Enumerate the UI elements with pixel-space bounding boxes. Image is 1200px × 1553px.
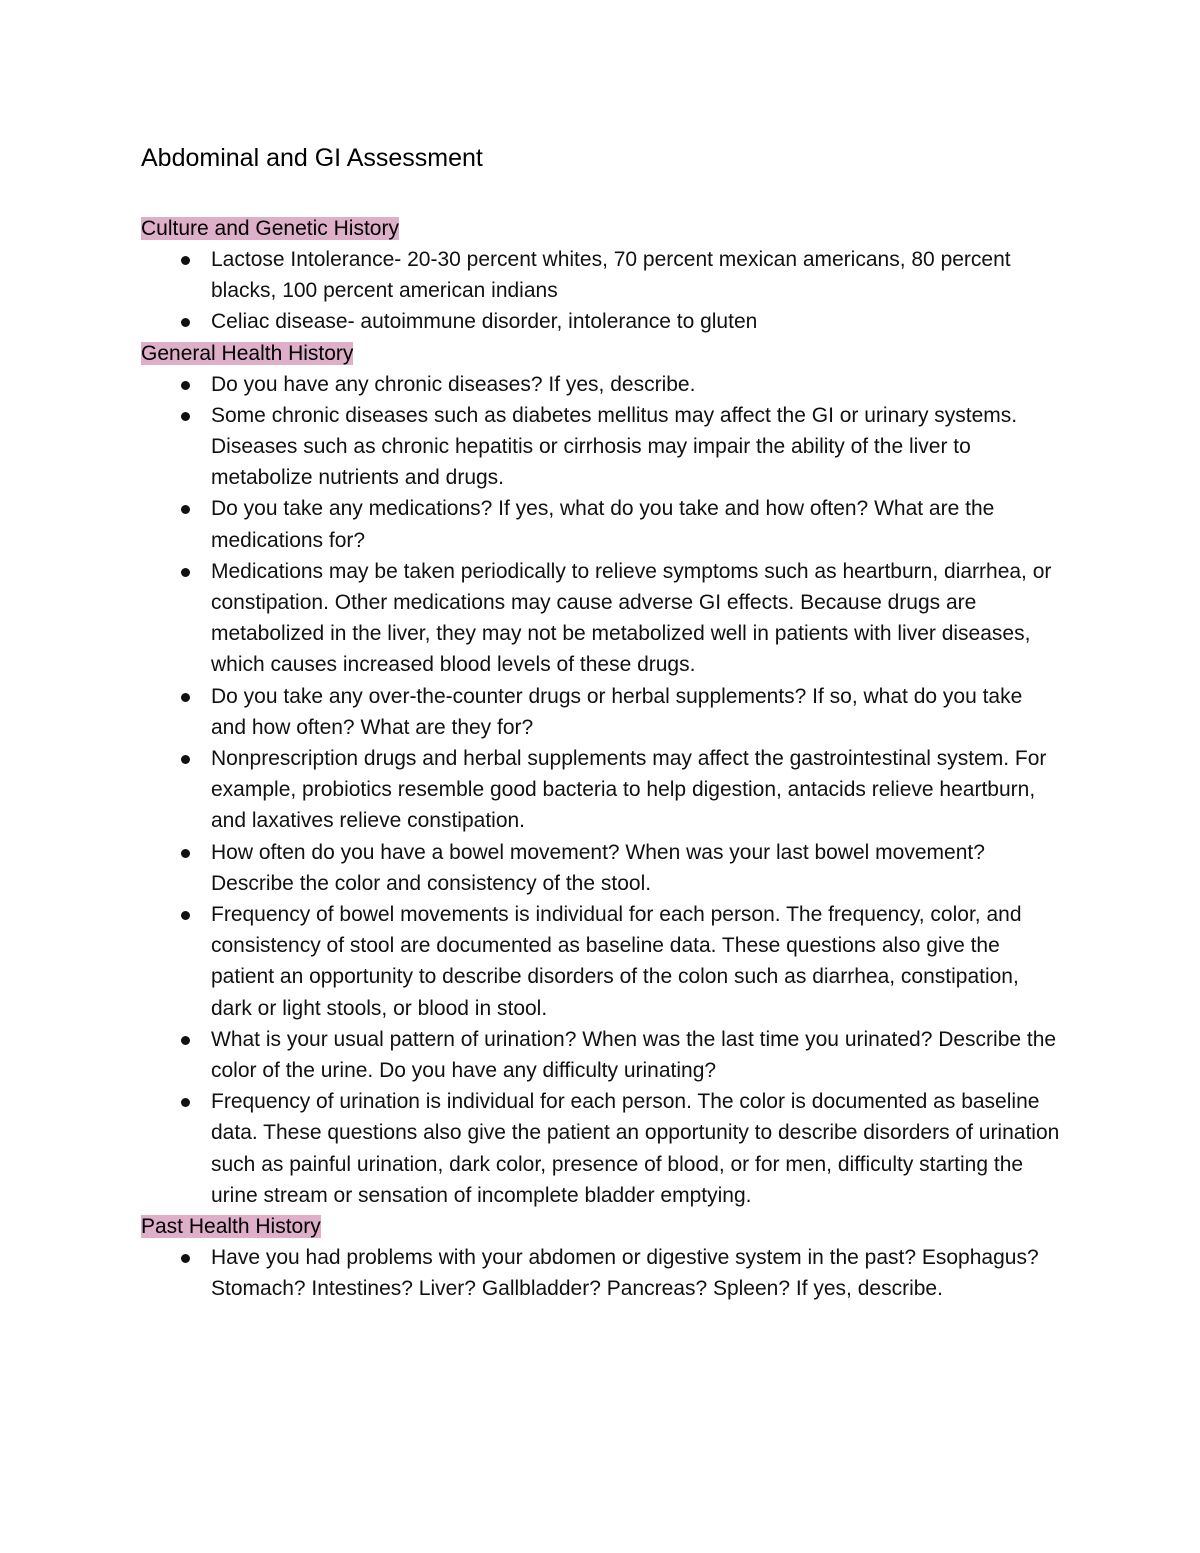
list-item-text: Nonprescription drugs and herbal supplements may affect the gastrointestinal system. For example, probiotics resemble good bacteria to help digestion, antacids relieve heartburn, and laxatives relieve constipation.	[211, 747, 1047, 833]
list-item	[141, 306, 1061, 337]
list-item-text: Frequency of urination is individual for each person. The color is documented as baseline data. These questions also give the patient an opportunity to describe disorders of urination such as painful urination, dark color, presence of blood, or for men, difficulty starting the urine stream or sensation of incomplete bladder emptying.	[211, 1090, 1060, 1207]
bullet-list	[141, 244, 1061, 338]
list-item-text: Do you take any medications? If yes, what do you take and how often? What are the medications for?	[211, 497, 995, 552]
list-item-text: Frequency of bowel movements is individual for each person. The frequency, color, and consistency of stool are documented as baseline data. These questions also give the patient an opportunity to describe disorders of the colon such as diarrhea, constipation, dark or light stools, or blood in stool.	[211, 903, 1022, 1020]
list-item-text: Some chronic diseases such as diabetes mellitus may affect the GI or urinary systems. Diseases such as chronic hepatitis or cirrhosis may impair the ability of the liver to metabolize nutrients and drugs.	[211, 403, 1018, 490]
bullet-icon	[181, 568, 190, 577]
bullet-list	[141, 369, 1061, 1211]
bullet-icon	[181, 849, 190, 858]
list-item	[141, 1086, 1061, 1211]
document-page	[141, 140, 1061, 1305]
list-item-text: Lactose Intolerance- 20-30 percent whites, 70 percent mexican americans, 80 percent blacks, 100 percent american indians	[211, 248, 1011, 303]
list-item	[141, 681, 1061, 743]
bullet-icon	[181, 1254, 190, 1263]
list-item-text: Celiac disease- autoimmune disorder, intolerance to gluten	[211, 310, 758, 334]
list-item	[141, 899, 1061, 1024]
list-item	[141, 369, 1061, 400]
list-item-text: Do you take any over-the-counter drugs or herbal supplements? If so, what do you take and how often? What are they for?	[211, 684, 1023, 739]
bullet-icon	[181, 1098, 190, 1107]
list-item-text: Have you had problems with your abdomen or digestive system in the past? Esophagus? Stomach? Intestines? Liver? Gallbladder? Pancreas? Spleen? If yes, describe.	[211, 1246, 1039, 1301]
bullet-icon	[181, 505, 190, 514]
section-heading-text: Culture and Genetic History	[141, 217, 399, 240]
section	[141, 338, 1061, 1211]
bullet-icon	[181, 381, 190, 390]
list-item-text: Medications may be taken periodically to relieve symptoms such as heartburn, diarrhea, or constipation. Other medications may cause adverse GI effects. Because drugs are metabolized in the liver, they may not be metabolized well in patients with liver diseases, which causes increased blood levels of these drugs.	[211, 559, 1052, 677]
section-heading-text: Past Health History	[141, 1215, 321, 1239]
document-title: Abdominal and GI Assessment	[141, 144, 483, 172]
list-item-text: Do you have any chronic diseases? If yes, describe.	[211, 372, 696, 396]
bullet-icon	[181, 412, 190, 421]
list-item	[141, 400, 1061, 494]
bullet-icon	[181, 1036, 190, 1045]
section-heading	[140, 338, 354, 369]
list-item-text: What is your usual pattern of urination? When was the last time you urinated? Describe the color of the urine. Do you have any difficulty urinating?	[211, 1027, 1057, 1083]
section-heading	[140, 1211, 322, 1242]
list-item	[141, 244, 1061, 306]
list-item	[141, 837, 1061, 899]
section-heading	[140, 213, 400, 244]
section-heading-text: General Health History	[141, 341, 354, 365]
bullet-icon	[181, 256, 190, 265]
bullet-icon	[181, 911, 190, 920]
document-body	[141, 213, 1061, 1305]
list-item	[141, 493, 1061, 555]
section	[141, 1211, 1061, 1304]
list-item	[141, 1242, 1061, 1304]
list-item	[141, 1024, 1061, 1086]
bullet-icon	[181, 318, 190, 327]
bullet-icon	[181, 693, 190, 702]
bullet-icon	[181, 755, 190, 764]
bullet-list	[141, 1242, 1061, 1304]
list-item	[141, 743, 1061, 837]
section	[141, 213, 1061, 338]
list-item	[141, 556, 1061, 681]
list-item-text: How often do you have a bowel movement? When was your last bowel movement? Describe the color and consistency of the stool.	[211, 840, 985, 895]
